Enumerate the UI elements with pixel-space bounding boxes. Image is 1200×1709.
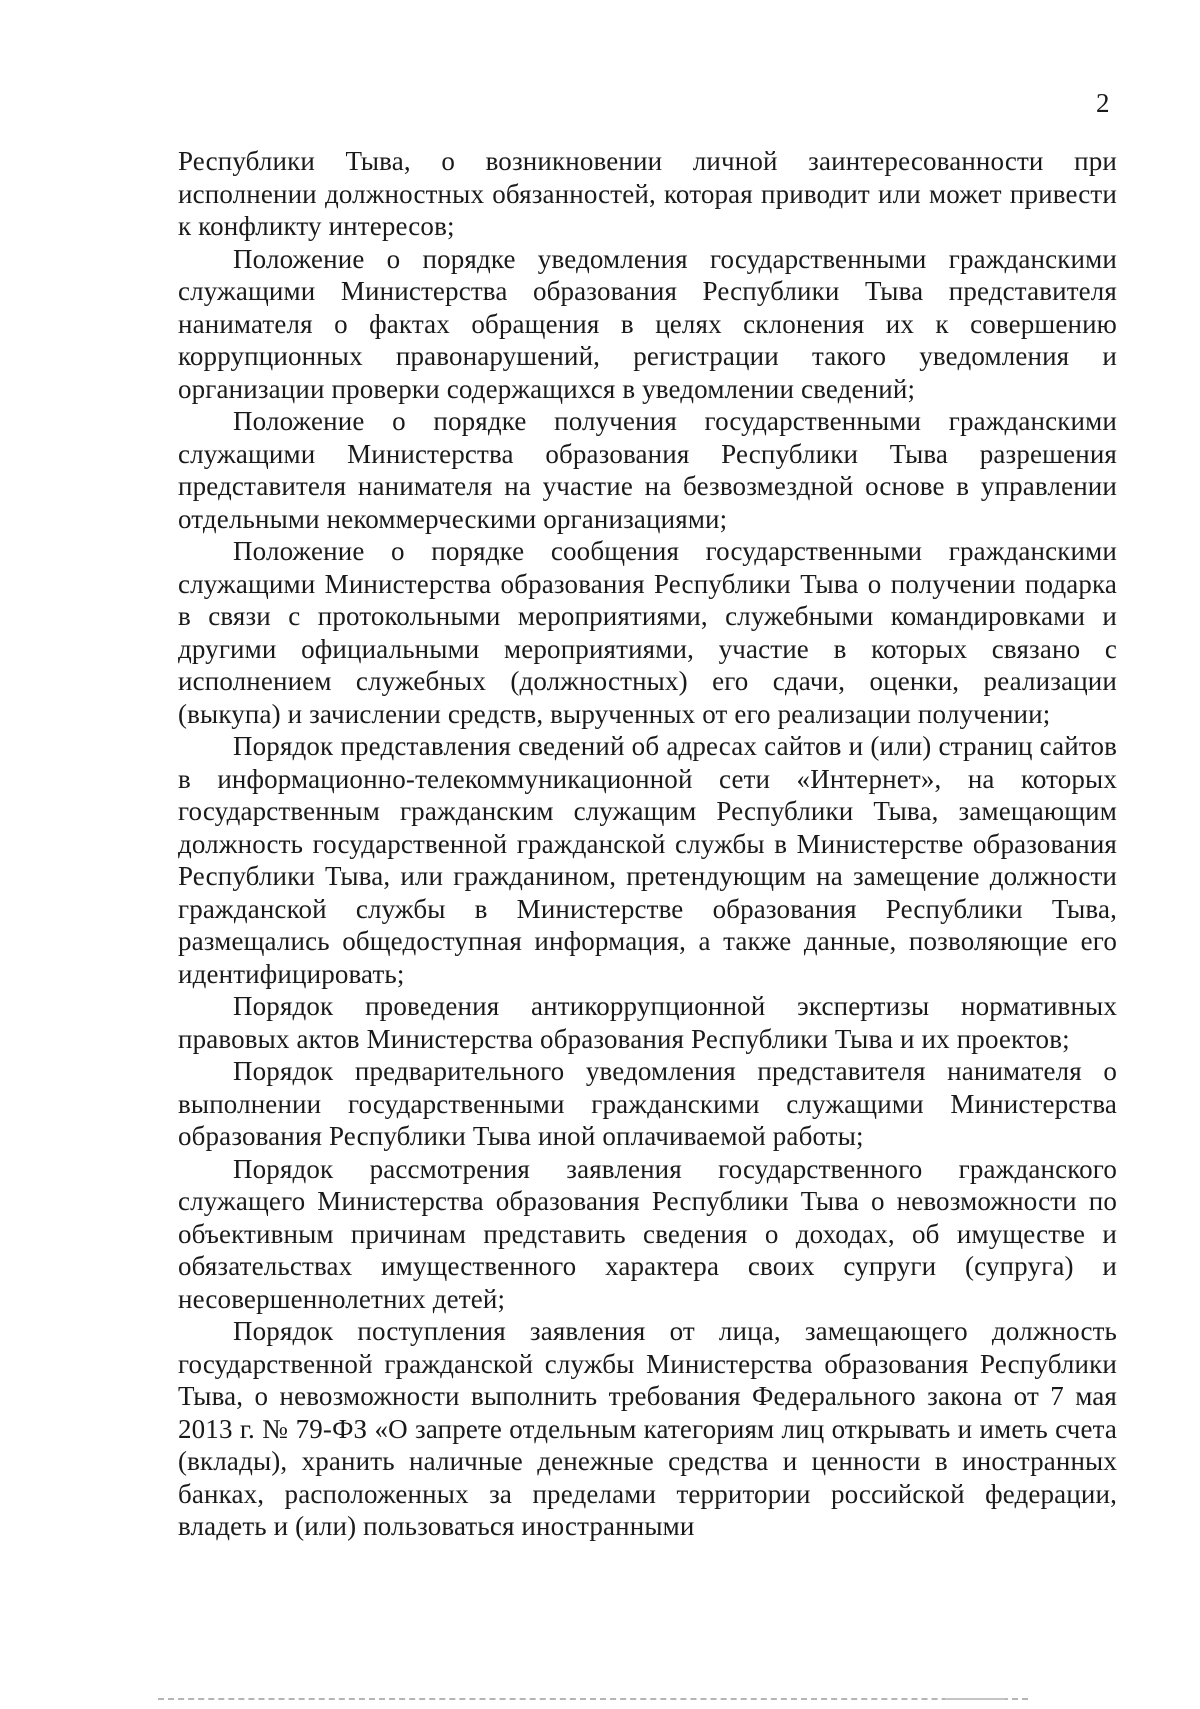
paragraph-other-paid-work: Порядок предварительного уведомления представителя нанимателя о выполнении государственными гражданскими служащими Министерства образования Республики Тыва иной оплачиваемой работы; — [178, 1056, 1117, 1151]
paragraph-anticorruption-expertise: Порядок проведения антикоррупционной экспертизы нормативных правовых актов Министерства образования Республики Тыва и их проектов; — [178, 991, 1117, 1054]
scan-edge-line-short — [945, 1698, 1005, 1700]
paragraph-income-statement: Порядок рассмотрения заявления государственного гражданского служащего Министерства образования Республики Тыва о невозможности по объективным причинам представить сведения о доходах, об имуществе и обязательствах имущественного характера своих супруги (супруга) и несовершеннолетних детей; — [178, 1153, 1117, 1314]
paragraph-websites-procedure: Порядок представления сведений об адресах сайтов и (или) страниц сайтов в информационно-телекоммуникационной сети «Интернет», на которых государственным гражданским служащим Республики Тыва, замещающим должность государственной гражданской службы в Министерстве образования Республики Тыва, или гражданином, претендующим на замещение должности гражданской службы в Министерстве образования Республики Тыва, размещались общедоступная информация, а также данные, позволяющие его идентифицировать; — [178, 731, 1117, 989]
paragraph-permission-regulation: Положение о порядке получения государственными гражданскими служащими Министерства образования Республики Тыва разрешения представителя нанимателя на участие на безвозмездной основе в управлении отдельными некоммерческими организациями; — [178, 406, 1117, 534]
paragraph-continuation: Республики Тыва, о возникновении личной заинтересованности при исполнении должностных обязанностей, которая приводит или может привести к конфликту интересов; — [178, 146, 1117, 241]
paragraph-foreign-accounts: Порядок поступления заявления от лица, замещающего должность государственной гражданской службы Министерства образования Республики Тыва, о невозможности выполнить требования Федерального закона от 7 мая 2013 г. № 79-ФЗ «О запрете отдельным категориям лиц открывать и иметь счета (вклады), хранить наличные денежные средства и ценности в иностранных банках, расположенных за пределами территории российской федерации, владеть и (или) пользоваться иностранными — [178, 1316, 1117, 1541]
scan-edge-line — [158, 1698, 1028, 1700]
page-number: 2 — [1096, 88, 1110, 118]
paragraph-gift-regulation: Положение о порядке сообщения государственными гражданскими служащими Министерства образования Республики Тыва о получении подарка в связи с протокольными мероприятиями, служебными командировками и другими официальными мероприятиями, участие в которых связано с исполнением служебных (должностных) его сдачи, оценки, реализации (выкупа) и зачислении средств, вырученных от его реализации получении; — [178, 536, 1117, 729]
document-body — [178, 145, 1117, 1543]
paragraph-notification-regulation: Положение о порядке уведомления государственными гражданскими служащими Министерства образования Республики Тыва представителя нанимателя о фактах обращения в целях склонения их к совершению коррупционных правонарушений, регистрации такого уведомления и организации проверки содержащихся в уведомлении сведений; — [178, 243, 1117, 404]
